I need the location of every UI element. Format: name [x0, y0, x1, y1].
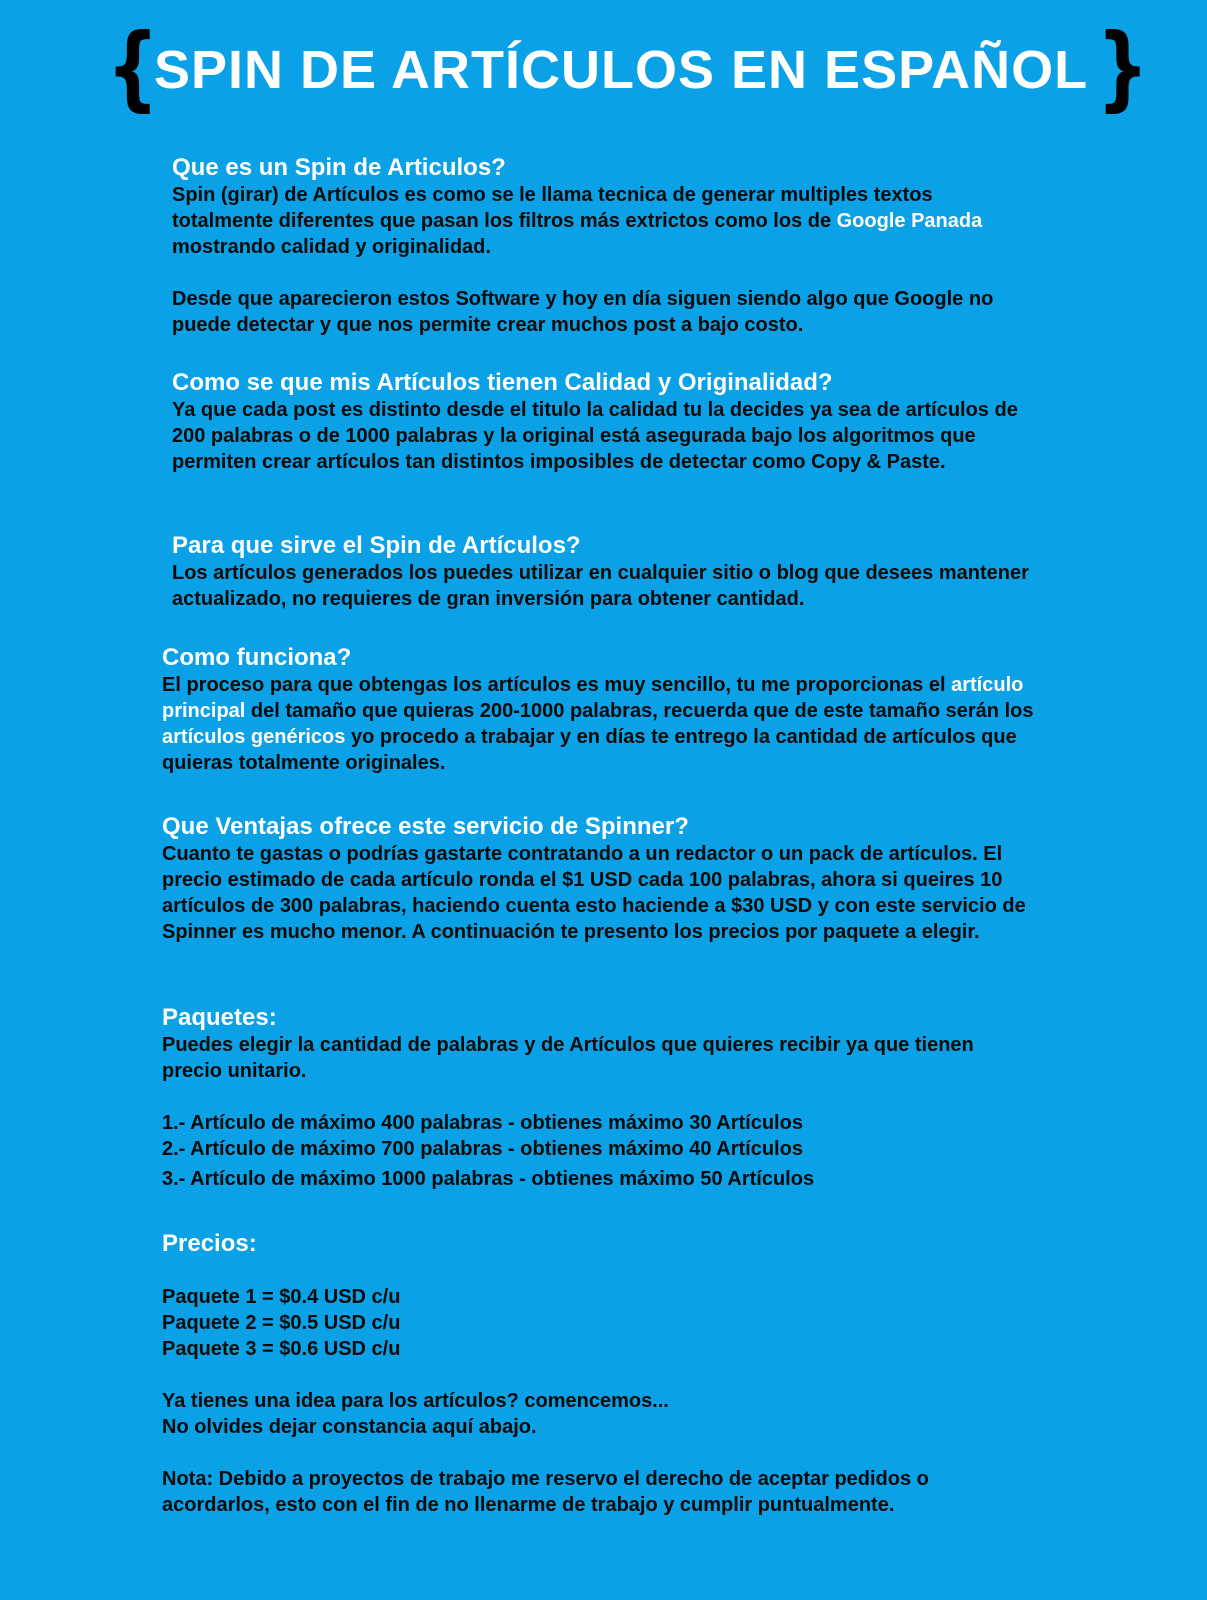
left-brace-icon: {	[106, 14, 159, 121]
nota-paragraph: Nota: Debido a proyectos de trabajo me reservo el derecho de aceptar pedidos o acordarlos, esto con el fin de no llenarme de trabajo y cumplir puntualmente.	[162, 1468, 929, 1516]
price-list	[162, 1284, 1042, 1362]
section-heading: Que es un Spin de Articulos?	[172, 154, 506, 181]
paragraph-text: del tamaño que quieras 200-1000 palabras, recuerda que de este tamaño serán los	[245, 700, 1034, 722]
section-paragraph	[162, 672, 1052, 776]
section-paquetes	[162, 1004, 1022, 1192]
highlight-articulo-principal: artículo principal	[162, 674, 1024, 722]
section-heading: Que Ventajas ofrece este servicio de Spinner?	[162, 813, 689, 840]
page-title: SPIN DE ARTÍCULOS EN ESPAÑOL	[154, 40, 1089, 100]
closing-text	[162, 1388, 1042, 1440]
highlight-google-panada: Google Panada	[836, 210, 983, 232]
section-heading: Como funciona?	[162, 644, 352, 671]
section-que-es	[172, 154, 1032, 338]
paragraph-text: mostrando calidad y originalidad.	[172, 236, 491, 258]
section-heading: Precios:	[162, 1230, 257, 1257]
page-header	[0, 14, 1207, 121]
paragraph-text: yo procedo a trabajar y en días te entrego la cantidad de artículos que quieras totalmente originales.	[162, 726, 1017, 774]
price-item: Paquete 3 = $0.6 USD c/u	[162, 1338, 401, 1360]
price-item: Paquete 2 = $0.5 USD c/u	[162, 1312, 401, 1334]
price-item: Paquete 1 = $0.4 USD c/u	[162, 1286, 401, 1308]
paragraph-text: Spin (girar) de Artículos es como se le llama tecnica de generar multiples textos totalmente diferentes que pasan los filtros más extrictos como los de	[172, 184, 933, 232]
list-item: 1.- Artículo de máximo 400 palabras - obtienes máximo 30 Artículos	[162, 1112, 803, 1134]
section-paragraph	[172, 182, 1032, 260]
section-paragraph: Cuanto te gastas o podrías gastarte contratando a un redactor o un pack de artículos. El precio estimado de cada artículo ronda el $1 USD cada 100 palabras, ahora si queires 10 artículos de 300 palabras, haciendo cuenta esto haciende a $30 USD y con este servicio de Spinner es mucho menor. A continuación te presento los precios por paquete a elegir.	[162, 843, 1026, 943]
package-list	[162, 1110, 1022, 1192]
section-como-funciona	[162, 644, 1052, 776]
right-brace-icon: }	[1096, 14, 1149, 121]
section-ventajas	[162, 813, 1062, 945]
section-precios	[162, 1230, 1042, 1518]
section-paragraph: Puedes elegir la cantidad de palabras y de Artículos que quieres recibir ya que tienen precio unitario.	[162, 1034, 974, 1082]
section-paragraph: Ya que cada post es distinto desde el titulo la calidad tu la decides ya sea de artículos de 200 palabras o de 1000 palabras y la original está asegurada bajo los algoritmos que permiten crear artículos tan distintos imposibles de detectar como Copy & Paste.	[172, 399, 1018, 473]
section-heading: Como se que mis Artículos tienen Calidad y Originalidad?	[172, 369, 833, 396]
list-item: 2.- Artículo de máximo 700 palabras - obtienes máximo 40 Artículos	[162, 1138, 803, 1160]
highlight-articulos-genericos: artículos genéricos	[162, 726, 346, 748]
section-para-que-sirve	[172, 532, 1052, 612]
section-heading: Paquetes:	[162, 1004, 277, 1031]
paragraph-text: El proceso para que obtengas los artículos es muy sencillo, tu me proporcionas el	[162, 674, 952, 696]
section-heading: Para que sirve el Spin de Artículos?	[172, 532, 581, 559]
section-calidad	[172, 369, 1052, 475]
section-paragraph: Los artículos generados los puedes utilizar en cualquier sitio o blog que desees mantener actualizado, no requieres de gran inversión para obtener cantidad.	[172, 562, 1029, 610]
closing-line: Ya tienes una idea para los artículos? comencemos...	[162, 1390, 669, 1412]
list-item: 3.- Artículo de máximo 1000 palabras - obtienes máximo 50 Artículos	[162, 1168, 815, 1190]
closing-line: No olvides dejar constancia aquí abajo.	[162, 1416, 537, 1438]
section-paragraph: Desde que aparecieron estos Software y hoy en día siguen siendo algo que Google no puede detectar y que nos permite crear muchos post a bajo costo.	[172, 288, 994, 336]
